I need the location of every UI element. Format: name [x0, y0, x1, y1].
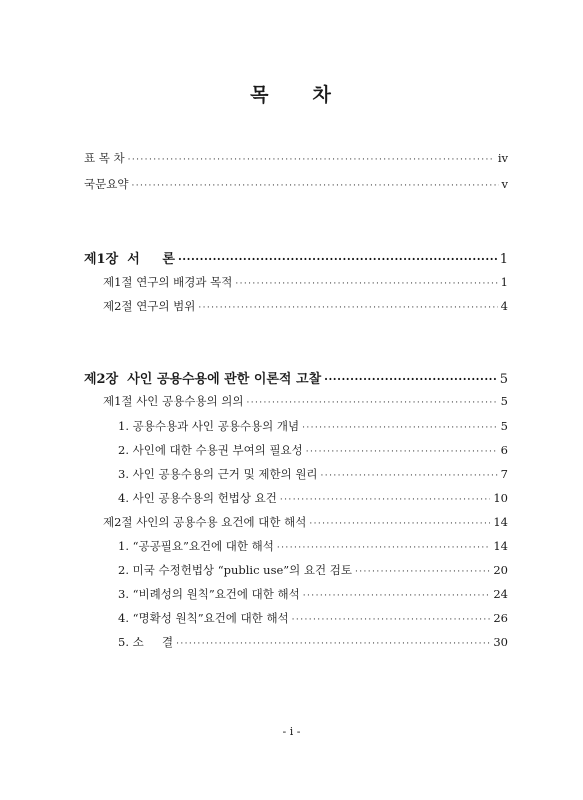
- page-number: - ⅰ -: [282, 725, 301, 738]
- leader-dots: [246, 398, 497, 408]
- toc-entry-page: 14: [493, 539, 508, 553]
- leader-dots: [178, 253, 497, 266]
- leader-dots: [355, 567, 490, 577]
- leader-dots: [292, 615, 491, 625]
- toc-entry-item-2-1-3[interactable]: [118, 466, 508, 482]
- toc-entry-label: 제1장 서 론: [84, 252, 175, 267]
- toc-entry-item-2-1-2[interactable]: [118, 442, 508, 458]
- toc-entry-item-2-2-3[interactable]: [118, 586, 508, 602]
- toc-entry-item-2-1-4[interactable]: [118, 490, 508, 506]
- toc-entry-item-2-1-1[interactable]: [118, 418, 508, 434]
- toc-entry-page: 14: [493, 515, 508, 529]
- toc-entry-label: 4. “명확성 원칙”요건에 대한 해석: [118, 611, 289, 625]
- toc-entry-section-1-2[interactable]: [103, 298, 508, 314]
- leader-dots: [303, 591, 491, 601]
- toc-entry-label: 1. “공공필요”요건에 대한 해석: [118, 539, 274, 553]
- toc-entry-label: 3. 사인 공용수용의 근거 및 제한의 원리: [118, 467, 318, 481]
- toc-entry-page: ⅴ: [501, 177, 508, 191]
- toc-entry-item-2-2-5[interactable]: [118, 634, 508, 650]
- leader-dots: [324, 373, 497, 386]
- toc-entry-label: 제2절 사인의 공용수용 요건에 대한 해석: [103, 515, 307, 529]
- toc-entry-label: 2. 미국 수정헌법상 “public use”의 요건 검토: [118, 563, 353, 577]
- toc-entry-page: 5: [499, 372, 508, 387]
- toc-entry-page: ⅳ: [497, 151, 508, 165]
- toc-entry-label: 3. “비례성의 원칙”요건에 대한 해석: [118, 587, 300, 601]
- leader-dots: [302, 423, 498, 433]
- leader-dots: [198, 303, 497, 313]
- leader-dots: [280, 495, 490, 505]
- leader-dots: [321, 471, 498, 481]
- toc-entry-abstract[interactable]: [84, 176, 508, 192]
- toc-entry-list-of-tables[interactable]: [84, 150, 508, 166]
- title-part-2: 차: [312, 84, 333, 106]
- toc-entry-page: 1: [499, 252, 508, 267]
- leader-dots: [306, 447, 498, 457]
- toc-entry-label: 제1절 사인 공용수용의 의의: [103, 394, 244, 408]
- toc-entry-chapter-2[interactable]: [84, 368, 508, 387]
- toc-entry-label: 1. 공용수용과 사인 공용수용의 개념: [118, 419, 300, 433]
- title-part-1: 목: [250, 84, 271, 106]
- toc-entry-label: 제2절 연구의 범위: [103, 299, 196, 313]
- toc-entry-item-2-2-1[interactable]: [118, 538, 508, 554]
- toc-entry-page: 10: [493, 491, 508, 505]
- toc-entry-label: 제1절 연구의 배경과 목적: [103, 275, 233, 289]
- toc-entry-page: 7: [500, 467, 508, 481]
- toc-entry-page: 5: [500, 419, 508, 433]
- toc-entry-page: 30: [493, 635, 508, 649]
- toc-entry-label: 표 목 차: [84, 151, 125, 165]
- toc-entry-page: 5: [500, 394, 508, 408]
- leader-dots: [128, 155, 495, 165]
- toc-entry-page: 26: [493, 611, 508, 625]
- toc-entry-chapter-1[interactable]: [84, 248, 508, 267]
- toc-entry-label: 제2장 사인 공용수용에 관한 이론적 고찰: [84, 372, 322, 387]
- toc-entry-page: 24: [493, 587, 508, 601]
- leader-dots: [277, 543, 490, 553]
- toc-entry-label: 4. 사인 공용수용의 헌법상 요건: [118, 491, 277, 505]
- toc-entry-label: 5. 소 결: [118, 635, 174, 649]
- leader-dots: [309, 519, 490, 529]
- leader-dots: [131, 181, 498, 191]
- toc-entry-section-2-1[interactable]: [103, 393, 508, 409]
- toc-entry-page: 1: [500, 275, 508, 289]
- toc-entry-item-2-2-4[interactable]: [118, 610, 508, 626]
- toc-entry-section-1-1[interactable]: [103, 274, 508, 290]
- toc-entry-page: 4: [500, 299, 508, 313]
- toc-entry-page: 6: [500, 443, 508, 457]
- page-title: [0, 80, 583, 107]
- leader-dots: [176, 639, 490, 649]
- toc-entry-label: 2. 사인에 대한 수용권 부여의 필요성: [118, 443, 303, 457]
- leader-dots: [235, 279, 497, 289]
- toc-entry-label: 국문요약: [84, 177, 129, 191]
- toc-entry-page: 20: [493, 563, 508, 577]
- toc-entry-section-2-2[interactable]: [103, 514, 508, 530]
- toc-entry-item-2-2-2[interactable]: [118, 562, 508, 578]
